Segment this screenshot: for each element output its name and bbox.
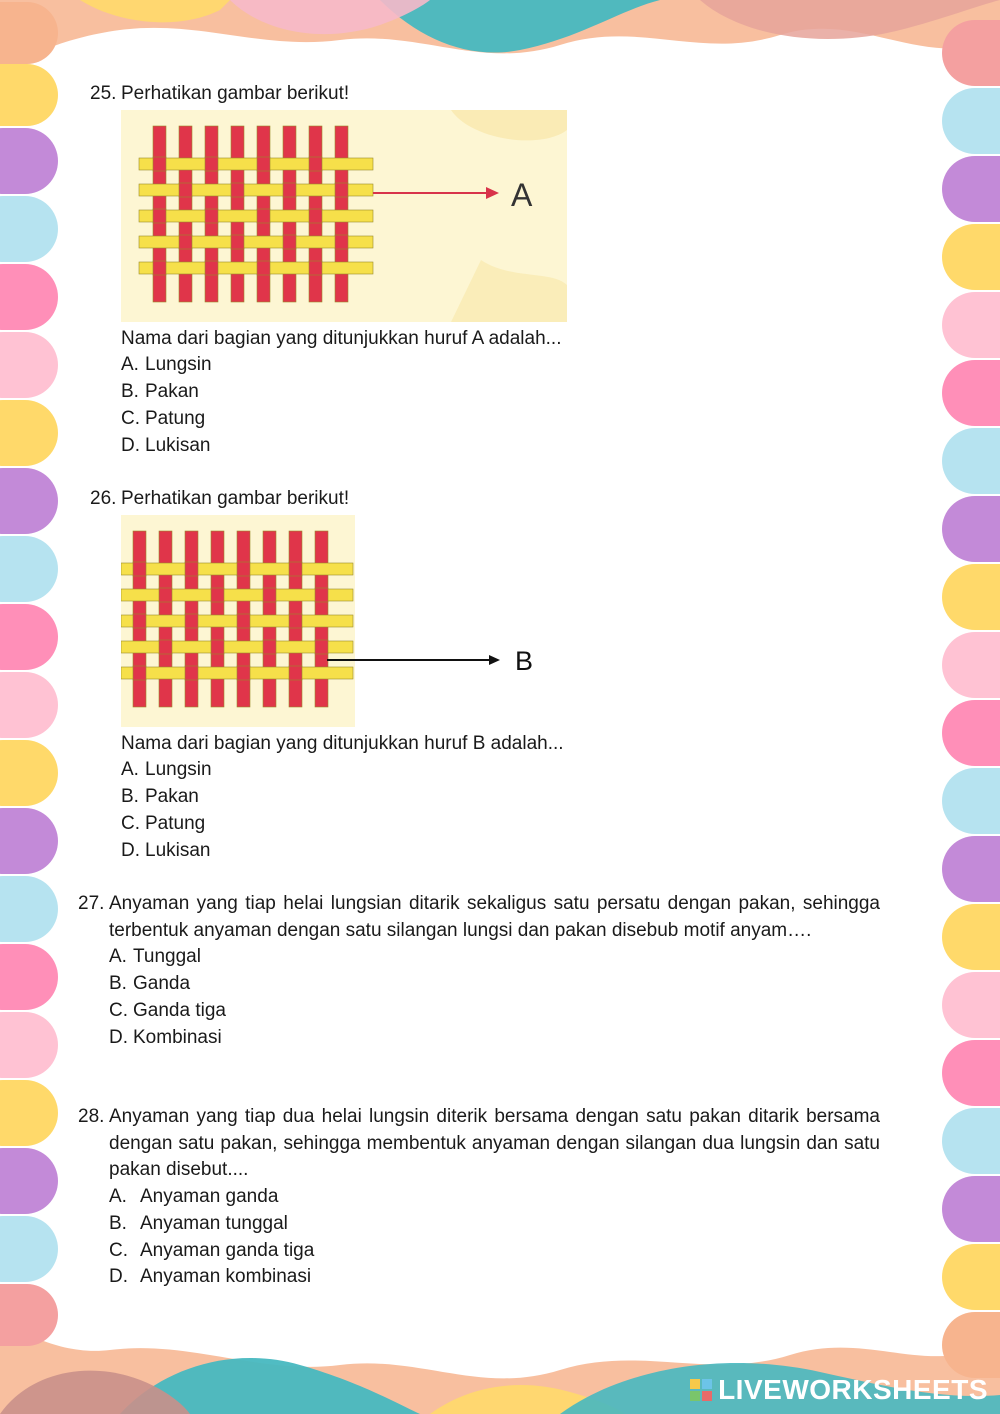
warp-crossing [309,157,322,171]
warp-crossing [289,666,302,680]
question-text: Nama dari bagian yang ditunjukkan huruf B adalah... [121,732,564,754]
watermark-text: LIVEWORKSHEETS [718,1374,988,1405]
question-28 [78,1104,880,1291]
warp-crossing [153,209,166,223]
warp-crossing [263,640,276,654]
warp-crossing [309,261,322,275]
option-a[interactable]: A. Tunggal [109,946,201,968]
warp-crossing [335,235,348,249]
warp-crossing [205,157,218,171]
warp-crossing [185,562,198,576]
question-number: 28. [78,1106,105,1127]
option-b[interactable]: B. Anyaman tunggal [109,1212,288,1234]
question-25 [90,81,590,459]
warp-crossing [283,183,296,197]
option-b[interactable]: B. Pakan [121,381,199,403]
warp-crossing [211,640,224,654]
weft-strip [139,210,373,222]
question-intro: Perhatikan gambar berikut! [121,488,350,509]
option-c[interactable]: C. Anyaman ganda tiga [109,1239,315,1261]
figure-label-b: B [515,645,534,676]
option-b[interactable]: B. Pakan [121,786,199,808]
warp-crossing [289,562,302,576]
option-b[interactable]: B. Ganda [109,973,191,995]
warp-crossing [153,261,166,275]
warp-crossing [133,614,146,628]
warp-crossing [237,666,250,680]
option-a[interactable]: A. Anyaman ganda [109,1186,279,1208]
warp-crossing [237,614,250,628]
option-c[interactable]: C. Ganda tiga [109,999,226,1021]
warp-crossing [133,666,146,680]
option-d[interactable]: D. Anyaman kombinasi [109,1266,312,1288]
liveworksheets-watermark [690,1374,988,1406]
warp-crossing [263,588,276,602]
warp-crossing [179,235,192,249]
warp-crossing [205,261,218,275]
arrow-head-b [489,655,500,665]
question-intro: Perhatikan gambar berikut! [121,83,350,104]
warp-crossing [153,157,166,171]
question-number: 27. [78,893,105,914]
warp-crossing [133,562,146,576]
question-text: Anyaman yang tiap helai lungsian ditarik sekaligus satu persatu dengan pakan, sehingga terbentuk anyaman dengan satu silangan lungsi dan pakan disebub motif anyam…. [109,893,880,941]
warp-crossing [231,183,244,197]
options-list [121,352,590,459]
question-27 [78,891,880,1051]
warp-crossing [257,261,270,275]
weave-figure-a [121,110,567,322]
options-list [121,757,590,864]
warp-crossing [257,157,270,171]
question-number: 25. [90,83,117,104]
weave-figure-b [121,515,541,727]
liveworksheets-logo-icon [690,1379,712,1401]
warp-crossing [257,209,270,223]
warp-crossing [185,614,198,628]
option-a[interactable]: A. Lungsin [121,759,212,781]
options-list [109,1184,880,1291]
warp-crossing [205,209,218,223]
warp-crossing [159,588,172,602]
question-26 [90,486,590,864]
option-c[interactable]: C. Patung [121,812,206,834]
figure-label-a: A [511,176,533,213]
warp-crossing [237,562,250,576]
option-c[interactable]: C. Patung [121,407,206,429]
warp-crossing [335,183,348,197]
warp-crossing [179,183,192,197]
warp-crossing [231,235,244,249]
warp-crossing [309,209,322,223]
option-d[interactable]: D. Lukisan [121,434,211,456]
warp-crossing [315,640,328,654]
option-d[interactable]: D. Kombinasi [109,1026,222,1048]
option-a[interactable]: A. Lungsin [121,354,212,376]
warp-crossing [289,614,302,628]
weft-strip [139,158,373,170]
question-text: Anyaman yang tiap dua helai lungsin diterik bersama dengan satu pakan ditarik bersama dengan satu pakan, sehingga membentuk anyaman dengan silangan dua lungsin dan satu pakan disebut.... [109,1106,880,1181]
option-d[interactable]: D. Lukisan [121,839,211,861]
warp-crossing [159,640,172,654]
options-list [109,944,880,1051]
warp-crossing [283,235,296,249]
question-text: Nama dari bagian yang ditunjukkan huruf A adalah... [121,327,562,349]
warp-crossing [315,588,328,602]
warp-crossing [185,666,198,680]
question-number: 26. [90,488,117,509]
warp-crossing [211,588,224,602]
weft-strip [139,262,373,274]
